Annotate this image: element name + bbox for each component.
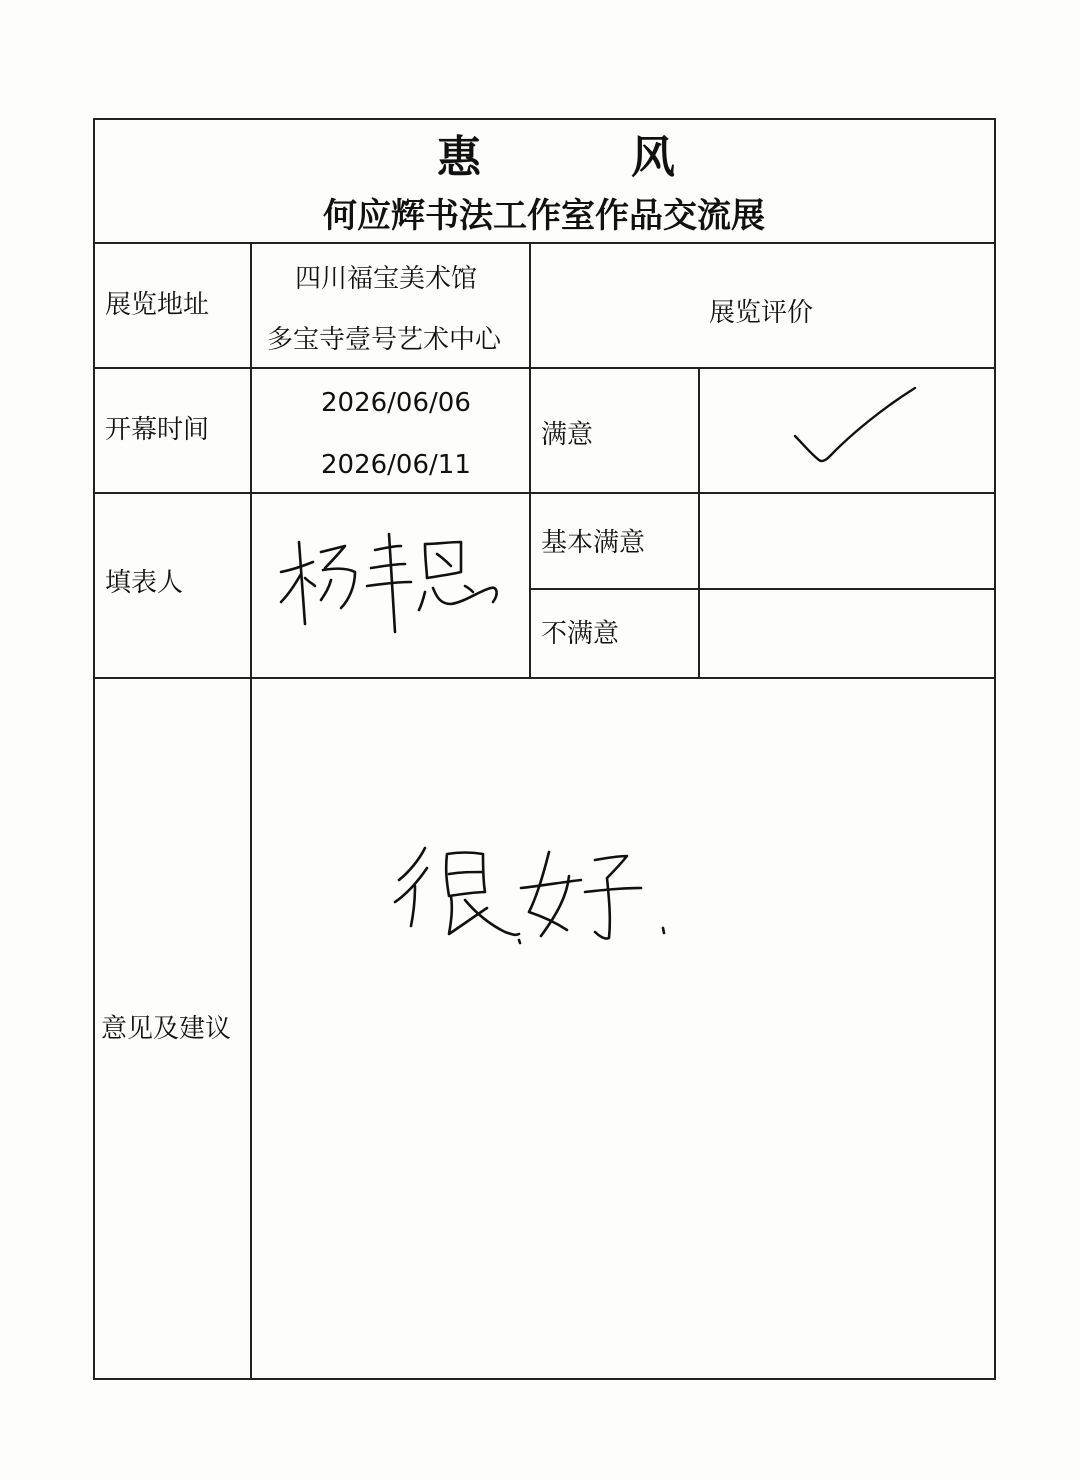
rule-filler-bottom: [95, 677, 994, 679]
option-unsatisfied-label: 不满意: [541, 619, 620, 649]
evaluation-header: 展览评价: [709, 298, 814, 328]
rule-address-bottom: [95, 367, 994, 369]
address-line-1: 四川福宝美术馆: [295, 264, 478, 294]
checkmark-icon: [791, 382, 921, 466]
rule-label-column: [250, 242, 252, 1378]
rule-header-bottom: [95, 242, 994, 244]
filler-label: 填表人: [105, 568, 184, 598]
exhibition-feedback-form: [93, 118, 996, 1380]
rule-opening-bottom: [95, 492, 994, 494]
comment-handwriting: [391, 840, 681, 960]
filler-signature: [275, 528, 505, 638]
rule-eval-column: [529, 242, 531, 679]
option-basic-label: 基本满意: [541, 528, 646, 558]
title-char-feng: 风: [631, 132, 675, 183]
rule-basic-top: [529, 588, 994, 590]
page-subtitle: 何应辉书法工作室作品交流展: [323, 196, 765, 236]
comments-label: 意见及建议: [101, 1014, 232, 1044]
opening-label: 开幕时间: [105, 415, 210, 445]
title-char-hui: 惠: [437, 132, 481, 183]
address-label: 展览地址: [105, 290, 210, 320]
opening-date-end: 2026/06/11: [321, 450, 471, 480]
address-line-2: 多宝寺壹号艺术中心: [267, 325, 502, 355]
option-satisfied-label: 满意: [541, 420, 594, 450]
rule-mark-column: [698, 367, 700, 679]
opening-date-start: 2026/06/06: [321, 388, 471, 418]
